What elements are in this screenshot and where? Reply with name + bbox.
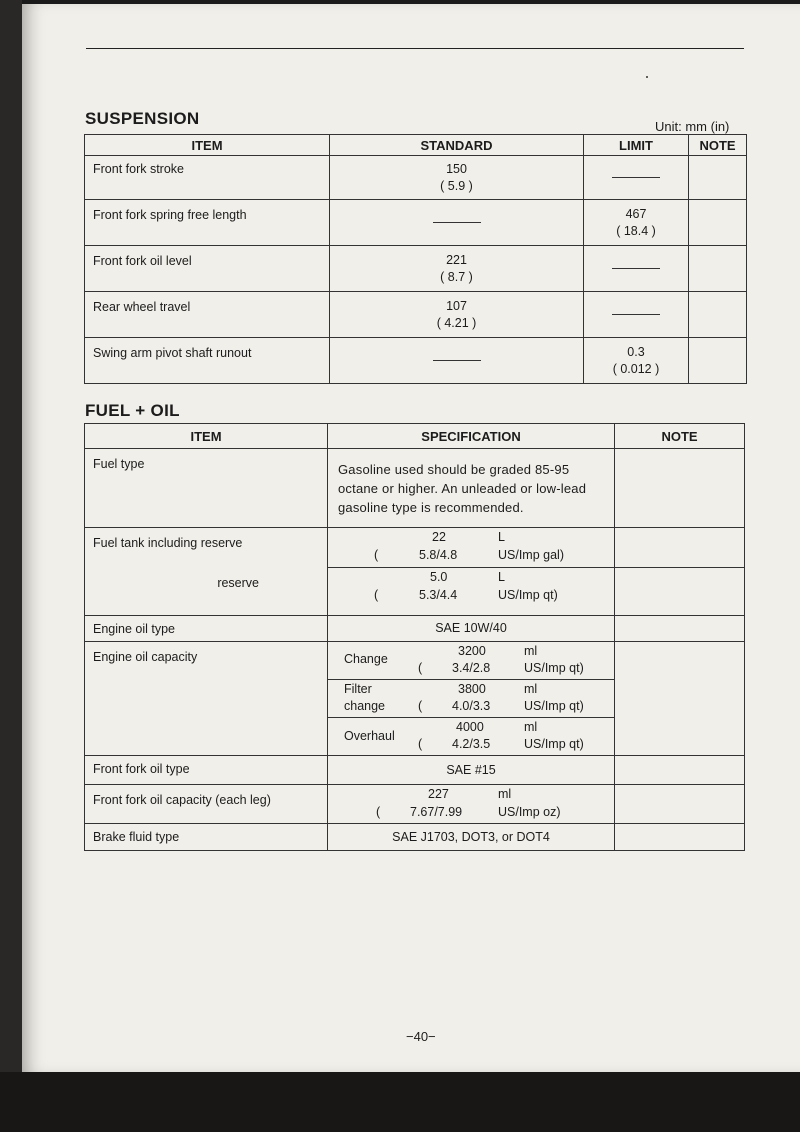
paren: ( — [418, 660, 423, 675]
fuel-oil-title: FUEL + OIL — [85, 401, 180, 420]
paren: ( — [374, 588, 379, 602]
dash-mark — [612, 314, 660, 315]
binding-shadow — [0, 0, 22, 1132]
table-row — [85, 568, 745, 616]
row-note — [689, 200, 747, 246]
paren: ( — [376, 804, 381, 819]
row-note — [615, 641, 745, 755]
capacity-unit: L — [498, 570, 505, 584]
row-note — [615, 528, 745, 568]
capacity-alt-unit: US/Imp gal) — [498, 548, 564, 562]
header-limit: LIMIT — [584, 135, 689, 156]
oil-filter-label: Filter — [344, 681, 372, 696]
table-row — [85, 200, 747, 246]
capacity-unit: L — [498, 530, 505, 544]
oil-change-label: Change — [344, 651, 388, 666]
fuel-type-spec: Gasoline used should be graded 85-95 octane or higher. An unleaded or low-lead gasoline type is recommended. — [328, 449, 615, 528]
oil-filter-spec — [328, 679, 615, 717]
capacity-alt: 3.4/2.8 — [452, 660, 491, 675]
reserve-spec — [328, 568, 615, 616]
fuel-tank-spec — [328, 528, 615, 568]
row-item: Front fork oil capacity (each leg) — [85, 784, 328, 823]
capacity-alt-unit: US/Imp qt) — [524, 736, 584, 751]
table-row — [85, 641, 745, 679]
capacity-value: 5.0 — [430, 570, 448, 584]
limit-value: 467 — [625, 206, 647, 221]
limit-inch: ( 0.012 ) — [612, 361, 660, 376]
fuel-oil-table — [84, 423, 745, 851]
oil-filter-label: change — [344, 698, 386, 713]
table-row — [85, 156, 747, 200]
paren: ( — [374, 548, 379, 562]
row-standard — [330, 292, 584, 338]
table-header — [85, 424, 745, 449]
capacity-unit: ml — [524, 681, 538, 696]
table-header — [85, 135, 747, 156]
row-item: Front fork stroke — [85, 156, 330, 200]
table-row — [85, 615, 745, 641]
row-note — [615, 784, 745, 823]
row-standard — [330, 246, 584, 292]
brake-fluid-spec: SAE J1703, DOT3, or DOT4 — [328, 823, 615, 850]
capacity-alt: 5.3/4.4 — [419, 588, 458, 602]
capacity-unit: ml — [498, 786, 512, 801]
row-item: Front fork spring free length — [85, 200, 330, 246]
table-row — [85, 449, 745, 528]
capacity-alt: 4.0/3.3 — [452, 698, 491, 713]
capacity-alt: 4.2/3.5 — [452, 736, 491, 751]
header-item: ITEM — [85, 424, 328, 449]
row-item: Rear wheel travel — [85, 292, 330, 338]
limit-inch: ( 18.4 ) — [616, 223, 656, 238]
row-item: Brake fluid type — [85, 823, 328, 850]
scan-speck — [646, 76, 648, 78]
header-rule — [86, 48, 744, 49]
row-item: Fuel type — [85, 449, 328, 528]
row-note — [615, 755, 745, 784]
dash-mark — [612, 177, 660, 178]
page-number: −40− — [406, 1029, 436, 1044]
capacity-alt-unit: US/Imp qt) — [524, 698, 584, 713]
row-note — [615, 568, 745, 616]
row-limit — [584, 156, 689, 200]
dash-mark — [433, 222, 481, 223]
limit-value: 0.3 — [627, 344, 645, 359]
table-row — [85, 755, 745, 784]
header-note: NOTE — [615, 424, 745, 449]
row-standard — [330, 200, 584, 246]
oil-overhaul-label: Overhaul — [344, 728, 395, 743]
row-item: Swing arm pivot shaft runout — [85, 338, 330, 384]
standard-inch: ( 5.9 ) — [440, 178, 473, 193]
row-limit — [584, 292, 689, 338]
engine-oil-type-spec: SAE 10W/40 — [328, 615, 615, 641]
scan-border — [0, 1072, 800, 1132]
standard-value: 221 — [446, 252, 467, 267]
paren: ( — [418, 698, 423, 713]
header-standard: STANDARD — [330, 135, 584, 156]
table-row — [85, 246, 747, 292]
row-limit — [584, 338, 689, 384]
row-note — [615, 449, 745, 528]
standard-value: 107 — [446, 298, 467, 313]
oil-change-spec — [328, 641, 615, 679]
row-note — [689, 292, 747, 338]
header-specification: SPECIFICATION — [328, 424, 615, 449]
header-item: ITEM — [85, 135, 330, 156]
row-note — [615, 823, 745, 850]
table-row — [85, 528, 745, 568]
row-item: Fuel tank including reserve — [85, 528, 328, 568]
row-item: Engine oil capacity — [85, 641, 328, 755]
row-standard — [330, 338, 584, 384]
table-row — [85, 292, 747, 338]
capacity-value: 3800 — [458, 681, 486, 696]
capacity-value: 4000 — [456, 719, 484, 734]
row-note — [689, 338, 747, 384]
capacity-value: 227 — [428, 786, 449, 801]
fork-oil-type-spec: SAE #15 — [328, 755, 615, 784]
capacity-alt-unit: US/Imp oz) — [498, 804, 561, 819]
capacity-value: 3200 — [458, 643, 486, 658]
oil-overhaul-spec — [328, 717, 615, 755]
table-row — [85, 823, 745, 850]
row-item: Engine oil type — [85, 615, 328, 641]
row-item: Front fork oil type — [85, 755, 328, 784]
row-note — [689, 156, 747, 200]
row-note — [689, 246, 747, 292]
row-item: reserve — [85, 568, 328, 616]
capacity-alt-unit: US/Imp qt) — [498, 588, 558, 602]
table-row — [85, 784, 745, 823]
row-limit — [584, 200, 689, 246]
paren: ( — [418, 736, 423, 751]
capacity-unit: ml — [524, 643, 538, 658]
capacity-unit: ml — [524, 719, 538, 734]
row-limit — [584, 246, 689, 292]
fork-oil-capacity-spec — [328, 784, 615, 823]
unit-label: Unit: mm (in) — [655, 119, 730, 134]
row-standard — [330, 156, 584, 200]
table-row — [85, 338, 747, 384]
suspension-table — [84, 134, 747, 384]
capacity-alt: 7.67/7.99 — [410, 804, 463, 819]
standard-inch: ( 8.7 ) — [440, 269, 473, 284]
capacity-alt: 5.8/4.8 — [419, 548, 458, 562]
capacity-value: 22 — [432, 530, 446, 544]
capacity-alt-unit: US/Imp qt) — [524, 660, 584, 675]
dash-mark — [612, 268, 660, 269]
row-item: Front fork oil level — [85, 246, 330, 292]
standard-inch: ( 4.21 ) — [436, 315, 477, 330]
header-note: NOTE — [689, 135, 747, 156]
dash-mark — [433, 360, 481, 361]
row-note — [615, 615, 745, 641]
standard-value: 150 — [446, 161, 467, 176]
suspension-title: SUSPENSION — [85, 109, 200, 128]
